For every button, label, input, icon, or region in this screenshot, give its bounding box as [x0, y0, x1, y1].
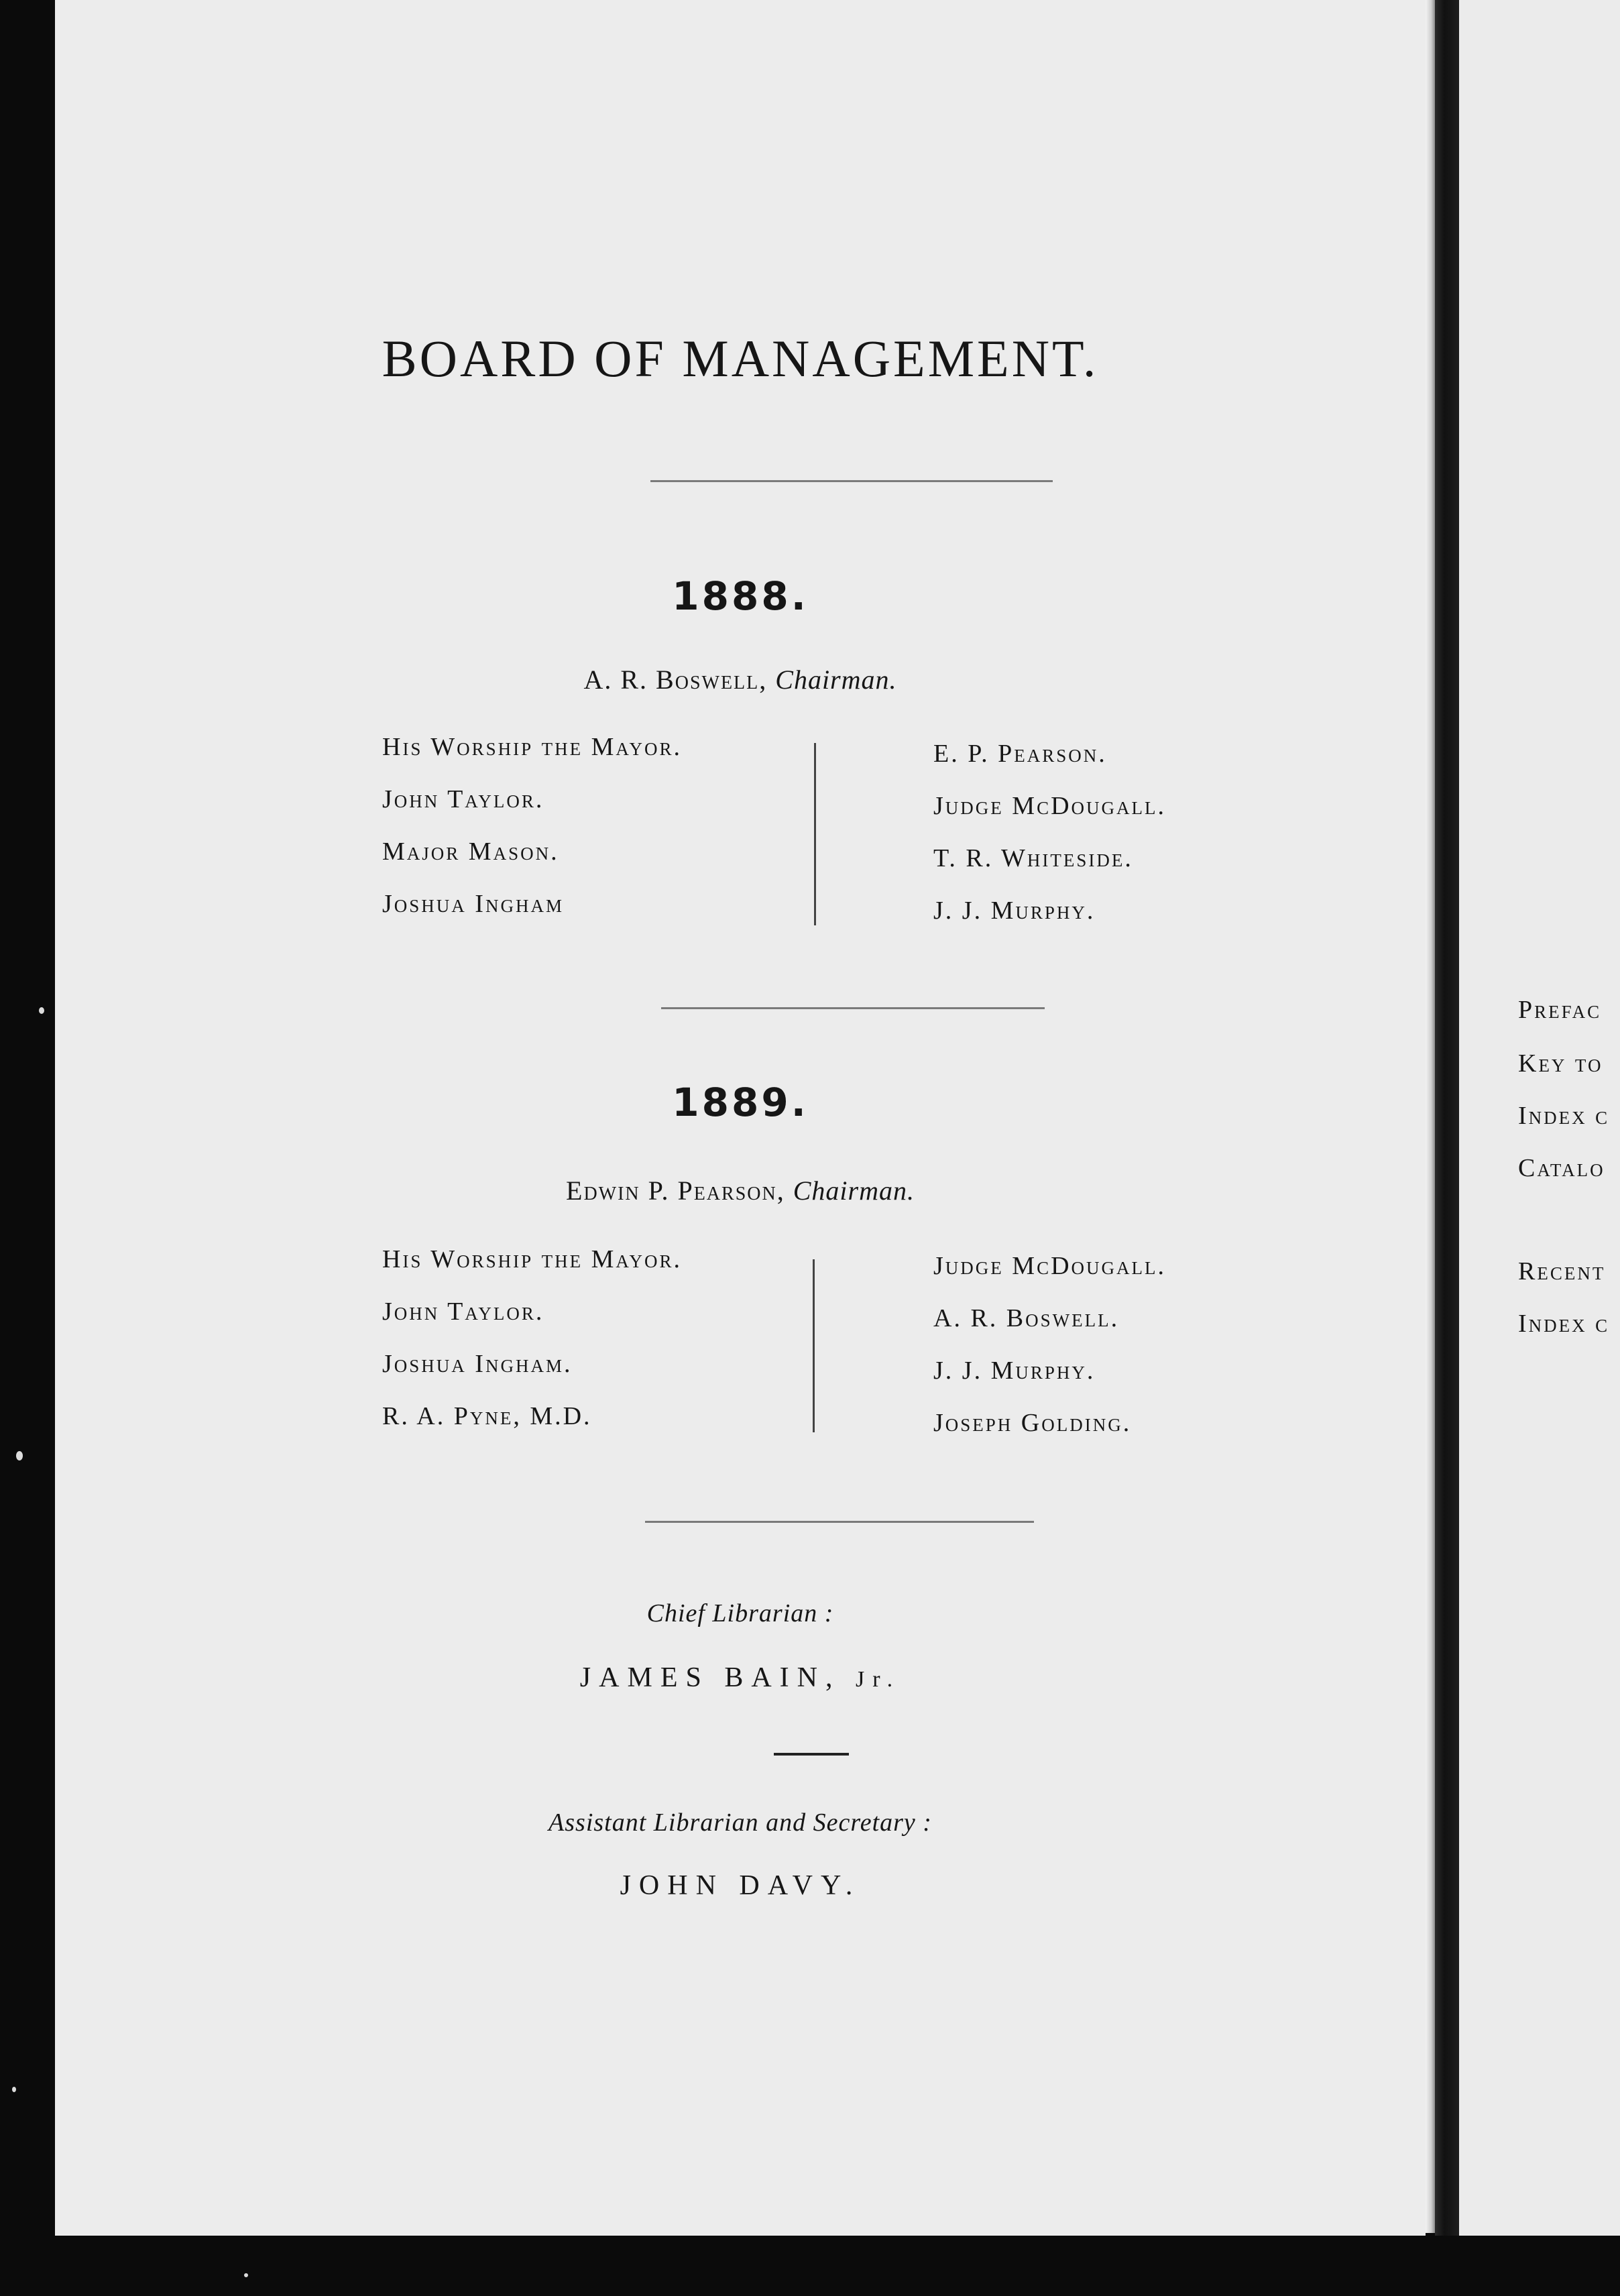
- year-heading-1888: 1888.: [672, 573, 809, 619]
- chairman-line-1889: [55, 1175, 1426, 1206]
- dust-speck: [244, 2273, 248, 2277]
- divider-rule: [650, 480, 1053, 482]
- member-name: T. R. Whiteside.: [933, 844, 1133, 872]
- facing-page: [1459, 0, 1620, 2236]
- member-name: John Taylor.: [382, 785, 544, 813]
- assistant-librarian-label: Assistant Librarian and Secretary :: [548, 1809, 932, 1837]
- member-name: John Taylor.: [382, 1298, 544, 1326]
- member-name: J. J. Murphy.: [933, 897, 1096, 925]
- chairman-name: Edwin P. Pearson,: [566, 1175, 785, 1206]
- divider-rule: [661, 1007, 1045, 1009]
- member-name: Joshua Ingham.: [382, 1350, 573, 1378]
- chief-librarian-name: [55, 1662, 1426, 1694]
- toc-entry: Recent: [1518, 1257, 1606, 1285]
- toc-entry: Prefac: [1518, 996, 1602, 1024]
- chief-librarian-label: Chief Librarian :: [646, 1599, 834, 1627]
- page-edge: [1426, 0, 1435, 2233]
- toc-entry: Catalo: [1518, 1154, 1605, 1182]
- member-column-right: [933, 1251, 1166, 1460]
- column-divider: [813, 1259, 815, 1432]
- book-gutter: [1435, 0, 1459, 2236]
- member-name: A. R. Boswell.: [933, 1304, 1120, 1332]
- toc-entry: Key to: [1518, 1049, 1603, 1078]
- toc-entry: Index c: [1518, 1102, 1610, 1130]
- member-name: Major Mason.: [382, 838, 559, 866]
- year-heading-1889: 1889.: [672, 1080, 809, 1125]
- column-divider: [814, 743, 816, 925]
- member-name: R. A. Pyne, M.D.: [382, 1402, 592, 1430]
- member-name: E. P. Pearson.: [933, 740, 1107, 768]
- toc-entry: Index c: [1518, 1310, 1610, 1338]
- librarian-name: JAMES BAIN,: [579, 1662, 841, 1693]
- member-name: J. J. Murphy.: [933, 1357, 1096, 1385]
- chairman-name: A. R. Boswell,: [583, 665, 768, 695]
- page-title: BOARD OF MANAGEMENT.: [382, 329, 1099, 388]
- member-name: His Worship the Mayor.: [382, 733, 682, 761]
- chairman-role: Chairman.: [775, 665, 897, 695]
- member-column-right: [933, 739, 1166, 948]
- member-column-left: [382, 1245, 682, 1454]
- dust-speck: [12, 2087, 16, 2092]
- dust-speck: [16, 1451, 23, 1460]
- member-name: Joshua Ingham: [382, 890, 564, 918]
- dust-speck: [39, 1007, 44, 1014]
- member-name: Judge McDougall.: [933, 792, 1166, 820]
- chairman-role: Chairman.: [793, 1175, 915, 1206]
- document-page: [55, 0, 1426, 2236]
- divider-rule: [645, 1521, 1034, 1523]
- member-name: His Worship the Mayor.: [382, 1245, 682, 1273]
- assistant-librarian-name: JOHN DAVY.: [620, 1870, 861, 1901]
- member-name: Joseph Golding.: [933, 1409, 1132, 1437]
- member-name: Judge McDougall.: [933, 1252, 1166, 1280]
- short-rule: [774, 1753, 849, 1756]
- librarian-suffix: Jr.: [856, 1667, 901, 1692]
- chairman-line-1888: [55, 664, 1426, 695]
- member-column-left: [382, 732, 682, 941]
